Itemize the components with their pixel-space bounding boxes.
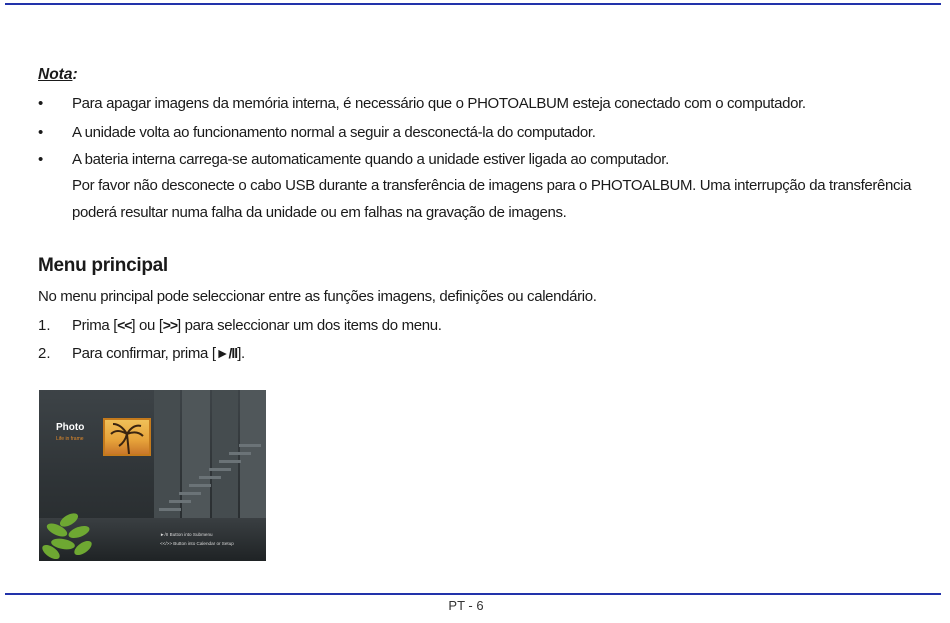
- section-title: Menu principal: [38, 255, 168, 276]
- step-text: Para confirmar, prima [►/ll].: [72, 345, 245, 362]
- menu-intro: No menu principal pode seleccionar entre as funções imagens, definições ou calendário.: [38, 288, 597, 305]
- nota-label: Nota: [38, 66, 73, 83]
- nota-continuation: Por favor não desconecte o cabo USB durante a transferência de imagens para o PHOTOALBUM. Uma interrupção da transferência: [72, 177, 912, 194]
- step-number: 1.: [38, 317, 51, 334]
- device-screenshot: [39, 390, 266, 561]
- page-number: PT - 6: [448, 598, 484, 613]
- bullet-marker: •: [38, 124, 44, 141]
- prev-symbol: <<: [117, 317, 132, 333]
- nota-colon: :: [72, 66, 78, 83]
- hint-line: <</>> Button into Calendar or Setup: [160, 541, 234, 546]
- framed-picture: [103, 418, 151, 456]
- app-subtitle: Life in frame: [56, 436, 84, 442]
- plant-graphic: [39, 500, 99, 561]
- nota-item: A bateria interna carrega-se automaticamente quando a unidade estiver ligada ao computador.: [72, 151, 669, 168]
- nota-continuation: poderá resultar numa falha da unidade ou em falhas na gravação de imagens.: [72, 204, 567, 221]
- hint-line: ►/II Button into Submenu: [160, 532, 213, 537]
- staircase-graphic: [154, 410, 266, 520]
- palm-tree-icon: [105, 420, 149, 454]
- nota-item: Para apagar imagens da memória interna, é necessário que o PHOTOALBUM esteja conectado com o computador.: [72, 95, 806, 112]
- bullet-marker: •: [38, 151, 44, 168]
- nota-item: A unidade volta ao funcionamento normal a seguir a desconectá-la do computador.: [72, 124, 596, 141]
- next-symbol: >>: [162, 317, 178, 333]
- top-rule: [5, 3, 941, 5]
- play-pause-symbol: ►/ll: [215, 345, 238, 361]
- bullet-marker: •: [38, 95, 44, 112]
- app-title: Photo: [56, 422, 85, 433]
- step-number: 2.: [38, 345, 51, 362]
- bottom-rule: [5, 593, 941, 595]
- nota-heading: [38, 66, 78, 84]
- step-text: Prima [<<] ou [>>] para seleccionar um dos items do menu.: [72, 317, 442, 334]
